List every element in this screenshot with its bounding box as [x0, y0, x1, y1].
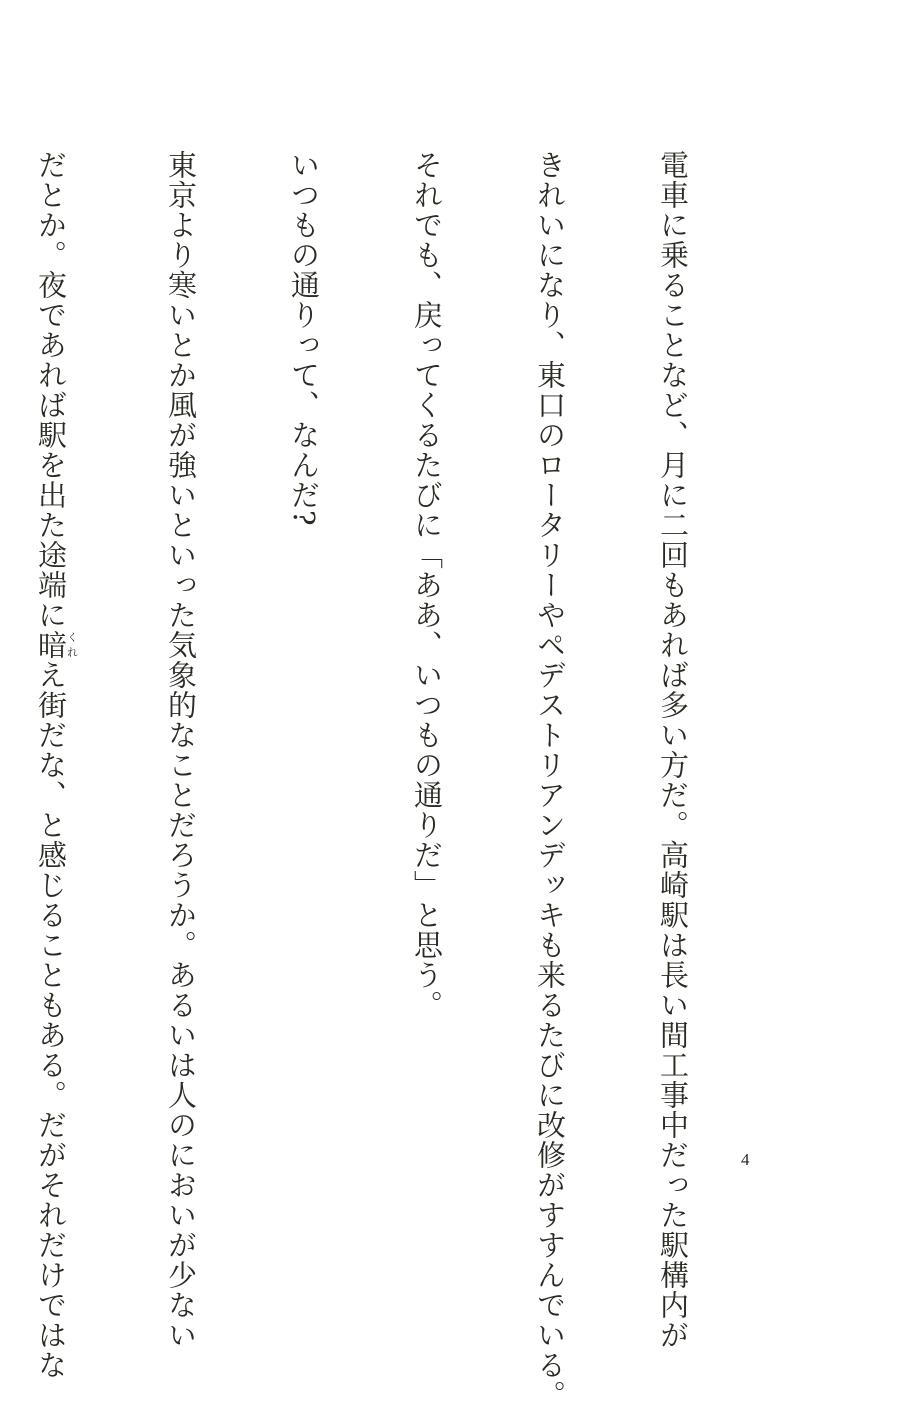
page-number: 4: [741, 1150, 750, 1169]
text-line: それでも、戻ってくるたびに「ああ、いつもの通りだ」と思う。: [410, 150, 444, 1020]
text-line: いつもの通りって、なんだ?: [287, 150, 321, 527]
vertical-text-body: [0, 150, 775, 1410]
text-line: だとか。夜であれば駅を出た途端に暗くれえ街だな、と感じることもある。だがそれだけではな: [34, 150, 79, 1380]
ruby-reading: くれ: [65, 630, 79, 660]
text-line: きれいになり、東口のロータリーやペデストリアンデッキも来るたびに改修がすすんでいる。: [533, 150, 567, 1410]
text-line: 電車に乗ることなど、月に二回もあれば多い方だ。高崎駅は長い間工事中だった駅構内が: [656, 150, 690, 1350]
ruby-annotation: 暗くれ: [34, 630, 79, 660]
text-line: 東京より寒いとか風が強いといった気象的なことだろうか。あるいは人のにおいが少ない: [164, 150, 198, 1350]
